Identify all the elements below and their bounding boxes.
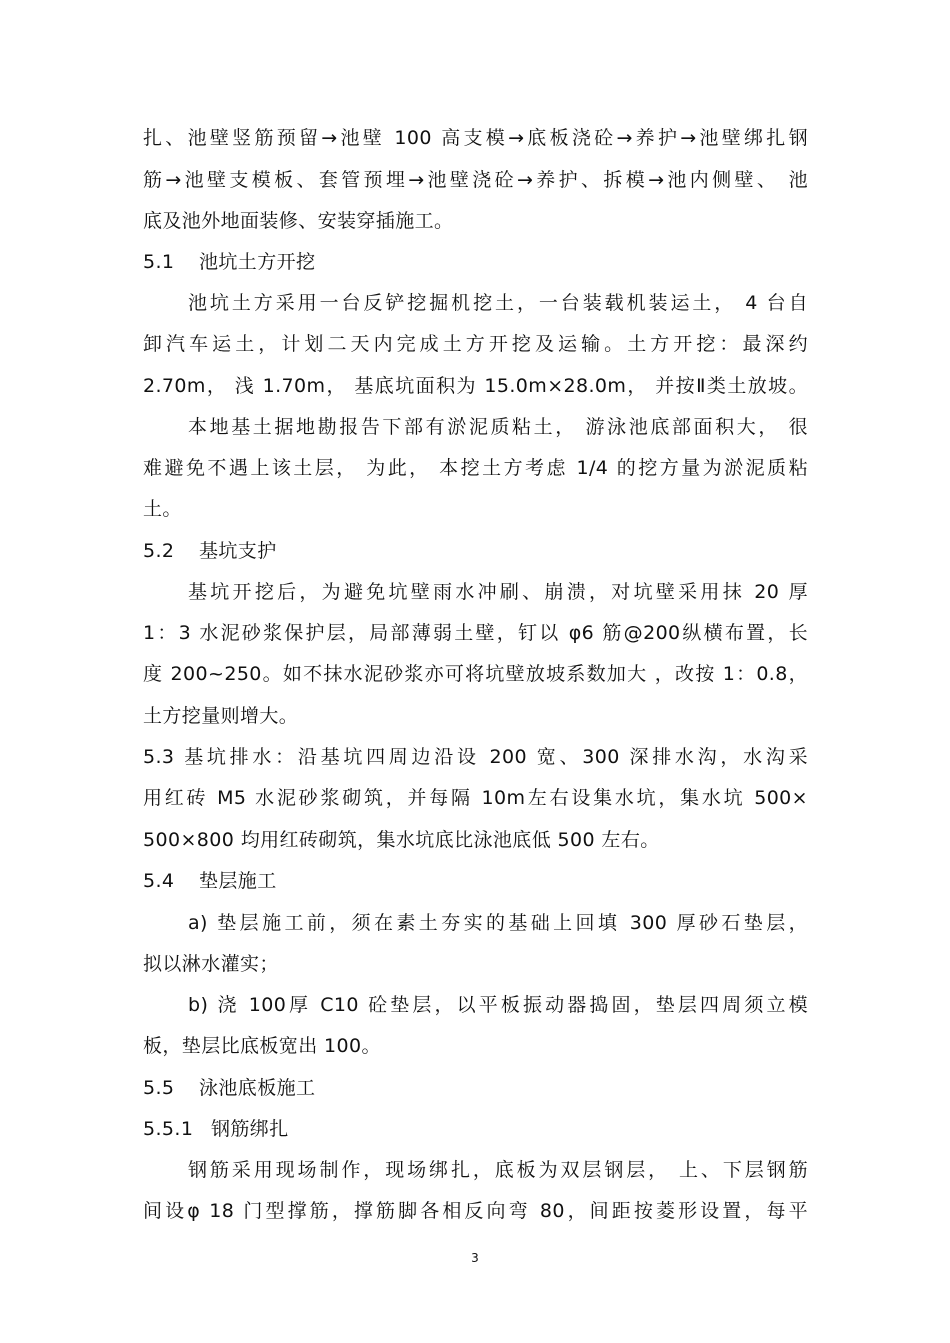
text-line: 卸汽车运土，计划二天内完成土方开挖及运输。土方开挖：最深约 [143, 333, 808, 355]
section-title: 基坑支护 [199, 540, 277, 562]
section-heading-5-2 [143, 538, 808, 564]
section-number: 5.4 [143, 870, 175, 892]
text-line: 2.70m， 浅 1.70m， 基底坑面积为 15.0m×28.0m， 并按Ⅱ类土放坡。 [143, 375, 808, 397]
section-title: 钢筋绑扎 [211, 1118, 289, 1140]
text-line: 度 200~250。如不抹水泥砂浆亦可将坑壁放坡系数加大 ，改按 1：0.8， [143, 663, 808, 685]
section-title: 泳池底板施工 [199, 1077, 316, 1099]
section-number: 5.5 [143, 1077, 175, 1099]
page-number: 3 [471, 1251, 479, 1265]
text-line: 难避免不遇上该土层， 为此， 本挖土方考虑 1/4 的挖方量为淤泥质粘 [143, 457, 808, 479]
text-line: 板，垫层比底板宽出 100。 [143, 1035, 381, 1057]
section-number: 5.2 [143, 540, 175, 562]
text-line: 5.3 基坑排水：沿基坑四周边沿设 200 宽、300 深排水沟，水沟采 [143, 746, 808, 768]
section-title: 垫层施工 [199, 870, 277, 892]
text-line: 基坑开挖后，为避免坑壁雨水冲刷、崩溃，对坑壁采用抹 20 厚 [188, 581, 808, 603]
text-line: 本地基土据地勘报告下部有淤泥质粘土， 游泳池底部面积大， 很 [188, 416, 808, 438]
text-line: 1：3 水泥砂浆保护层，局部薄弱土壁，钉以 φ6 筋@200纵横布置，长 [143, 622, 808, 644]
text-line: 底及池外地面装修、安装穿插施工。 [143, 210, 454, 232]
section-number: 5.1 [143, 251, 175, 273]
section-heading-5-5 [143, 1075, 808, 1101]
text-line: 池坑土方采用一台反铲挖掘机挖土，一台装载机装运土， 4 台自 [188, 292, 808, 314]
text-line: a) 垫层施工前，须在素土夯实的基础上回填 300 厚砂石垫层， [188, 912, 808, 934]
text-line: b) 浇 100厚 C10 砼垫层，以平板振动器捣固，垫层四周须立模 [188, 994, 808, 1016]
text-line: 土。 [143, 498, 182, 520]
text-line: 钢筋采用现场制作，现场绑扎，底板为双层钢层， 上、下层钢筋 [188, 1159, 808, 1181]
text-line: 500×800 均用红砖砌筑，集水坑底比泳池底低 500 左右。 [143, 829, 660, 851]
section-heading-5-4 [143, 868, 808, 894]
section-number: 5.5.1 [143, 1118, 194, 1140]
section-title: 池坑土方开挖 [199, 251, 316, 273]
text-line: 土方挖量则增大。 [143, 705, 299, 727]
section-heading-5-1 [143, 249, 808, 275]
text-line: 用红砖 M5 水泥砂浆砌筑，并每隔 10m左右设集水坑，集水坑 500× [143, 787, 808, 809]
section-heading-5-5-1 [143, 1116, 808, 1142]
text-line: 筋→池壁支模板、套管预埋→池壁浇砼→养护、拆模→池内侧壁、 池 [143, 169, 808, 191]
text-line: 间设φ 18 门型撑筋，撑筋脚各相反向弯 80，间距按菱形设置，每平 [143, 1200, 808, 1222]
text-line: 拟以淋水灌实； [143, 953, 279, 975]
text-line: 扎、池壁竖筋预留→池壁 100 高支模→底板浇砼→养护→池壁绑扎钢 [143, 127, 808, 149]
